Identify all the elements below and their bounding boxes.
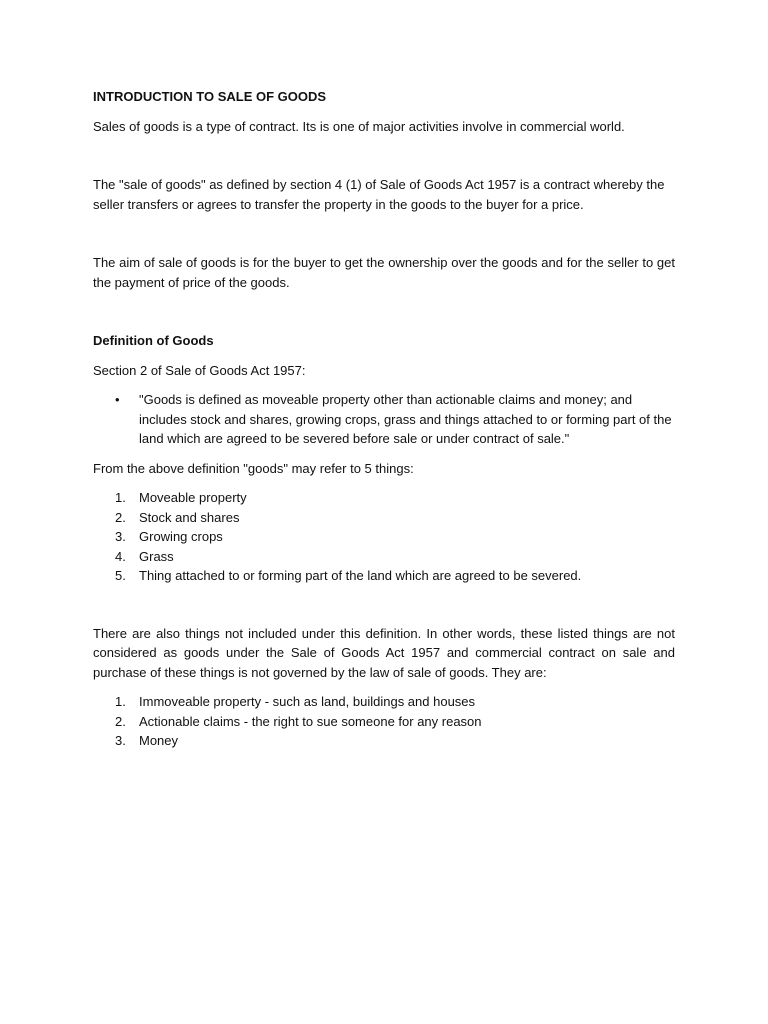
list-item <box>93 712 675 732</box>
refer-paragraph: From the above definition "goods" may refer to 5 things: <box>93 460 414 476</box>
quote-bullet-list <box>93 390 675 449</box>
list-item <box>93 731 675 751</box>
list-item-text: Growing crops <box>139 529 223 544</box>
list-item <box>93 508 675 528</box>
definition-of-goods-heading: Definition of Goods <box>93 333 214 348</box>
list-number: 1. <box>115 490 126 505</box>
list-number: 3. <box>115 529 126 544</box>
list-item-text: Stock and shares <box>139 509 240 525</box>
list-item <box>93 566 675 586</box>
list-item-text: Immoveable property - such as land, buildings and houses <box>139 694 476 709</box>
list-item <box>93 692 675 712</box>
list-item <box>93 390 675 449</box>
list-item-text: Moveable property <box>139 490 247 505</box>
paragraph-gap <box>93 224 675 253</box>
excluded-goods-list <box>93 692 675 751</box>
paragraph-gap <box>93 586 675 624</box>
bullet-icon: • <box>115 392 120 407</box>
list-item-text: Actionable claims - the right to sue someone for any reason <box>139 713 482 729</box>
list-item-text: Money <box>139 733 179 748</box>
list-item <box>93 488 675 508</box>
sale-definition-paragraph: The "sale of goods" as defined by section 4 (1) of Sale of Goods Act 1957 is a contract whereby the seller transfers or agrees to transfer the property in the goods to the buyer for a price. <box>93 177 665 212</box>
list-number: 1. <box>115 694 126 709</box>
list-item <box>93 527 675 547</box>
section-label: Section 2 of Sale of Goods Act 1957: <box>93 362 306 378</box>
list-item-text: Thing attached to or forming part of the land which are agreed to be severed. <box>139 568 582 583</box>
list-number: 4. <box>115 548 126 564</box>
paragraph-gap <box>93 146 675 175</box>
intro-paragraph: Sales of goods is a type of contract. Its is one of major activities involve in commercial world. <box>93 118 625 134</box>
list-item-text: Grass <box>139 548 174 564</box>
list-number: 2. <box>115 713 126 729</box>
included-goods-list <box>93 488 675 586</box>
document-page <box>93 87 675 751</box>
paragraph-gap <box>93 302 675 331</box>
list-number: 3. <box>115 733 126 748</box>
list-number: 2. <box>115 509 126 525</box>
aim-paragraph: The aim of sale of goods is for the buyer to get the ownership over the goods and for the seller to get the payment of price of the goods. <box>93 255 675 290</box>
list-number: 5. <box>115 568 126 583</box>
document-title: INTRODUCTION TO SALE OF GOODS <box>93 89 327 104</box>
list-item <box>93 547 675 567</box>
excluded-paragraph: There are also things not included under this definition. In other words, these listed things are not considered as goods under the Sale of Goods Act 1957 and commercial contract on sale and purchase of these things is not governed by the law of sale of goods. They are: <box>93 625 675 680</box>
goods-definition-quote: "Goods is defined as moveable property other than actionable claims and money; and includes stock and shares, growing crops, grass and things attached to or forming part of the land which are agreed to be severed before sale or under contract of sale." <box>139 392 672 446</box>
